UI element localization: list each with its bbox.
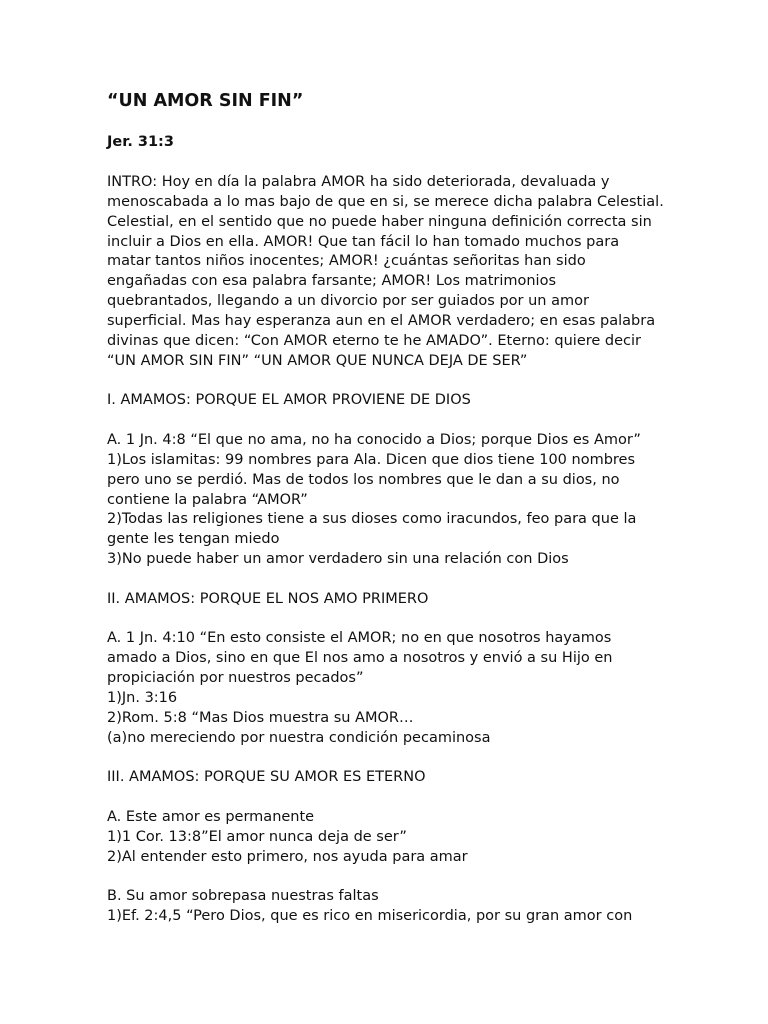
intro-line: Celestial, en el sentido que no puede haber ninguna definición correcta sin	[107, 213, 652, 230]
section-2-line: 2)Rom. 5:8 “Mas Dios muestra su AMOR…	[107, 709, 414, 726]
intro-line: matar tantos niños inocentes; AMOR! ¿cuántas señoritas han sido	[107, 253, 586, 270]
section-3-line: 1)1 Cor. 13:8”El amor nunca deja de ser”	[107, 828, 407, 845]
section-2-line: amado a Dios, sino en que El nos amo a nosotros y envió a su Hijo en	[107, 650, 613, 667]
section-3-line: 2)Al entender esto primero, nos ayuda para amar	[107, 848, 468, 865]
section-1-line: A. 1 Jn. 4:8 “El que no ama, no ha conocido a Dios; porque Dios es Amor”	[107, 431, 641, 448]
section-1-line: 1)Los islamitas: 99 nombres para Ala. Dicen que dios tiene 100 nombres	[107, 451, 636, 468]
section-1-line: 2)Todas las religiones tiene a sus dioses como iracundos, feo para que la	[107, 511, 637, 528]
section-1-line: contiene la palabra “AMOR”	[107, 491, 308, 508]
section-3-part-b	[107, 887, 727, 927]
intro-paragraph	[107, 173, 727, 371]
section-3-part-a	[107, 808, 727, 868]
section-2-line: propiciación por nuestros pecados”	[107, 670, 364, 687]
intro-line: INTRO: Hoy en día la palabra AMOR ha sido deteriorada, devaluada y	[107, 174, 610, 190]
intro-line: engañadas con esa palabra farsante; AMOR! Los matrimonios	[107, 273, 557, 290]
scripture-reference: Jer. 31:3	[107, 134, 174, 150]
intro-line: “UN AMOR SIN FIN” “UN AMOR QUE NUNCA DEJA DE SER”	[107, 352, 528, 369]
intro-line: superficial. Mas hay esperanza aun en el AMOR verdadero; en esas palabra	[107, 312, 656, 329]
section-3-line: 1)Ef. 2:4,5 “Pero Dios, que es rico en misericordia, por su gran amor con	[107, 908, 633, 925]
section-1-line: 3)No puede haber un amor verdadero sin una relación con Dios	[107, 551, 569, 568]
section-1-line: gente les tengan miedo	[107, 531, 280, 548]
section-2-line: (a)no mereciendo por nuestra condición pecaminosa	[107, 729, 491, 746]
intro-line: quebrantados, llegando a un divorcio por ser guiados por un amor	[107, 293, 589, 310]
document-title: “UN AMOR SIN FIN”	[107, 91, 304, 111]
section-1-heading: I. AMAMOS: PORQUE EL AMOR PROVIENE DE DIOS	[107, 392, 471, 409]
section-2-line: A. 1 Jn. 4:10 “En esto consiste el AMOR; no en que nosotros hayamos	[107, 630, 612, 647]
intro-line: menoscabada a lo mas bajo de que en si, se merece dicha palabra Celestial.	[107, 193, 664, 210]
section-3-line: A. Este amor es permanente	[107, 809, 315, 825]
section-1-body	[107, 431, 727, 570]
section-1-line: pero uno se perdió. Mas de todos los nombres que le dan a su dios, no	[107, 471, 620, 488]
section-3-line: B. Su amor sobrepasa nuestras faltas	[107, 888, 379, 905]
section-3-heading: III. AMAMOS: PORQUE SU AMOR ES ETERNO	[107, 769, 426, 786]
section-2-heading: II. AMAMOS: PORQUE EL NOS AMO PRIMERO	[107, 590, 429, 607]
document-body	[107, 173, 727, 927]
section-2-body	[107, 629, 727, 748]
intro-line: incluir a Dios en ella. AMOR! Que tan fácil lo han tomado muchos para	[107, 233, 620, 250]
intro-line: divinas que dicen: “Con AMOR eterno te he AMADO”. Eterno: quiere decir	[107, 332, 642, 349]
section-2-line: 1)Jn. 3:16	[107, 689, 178, 706]
